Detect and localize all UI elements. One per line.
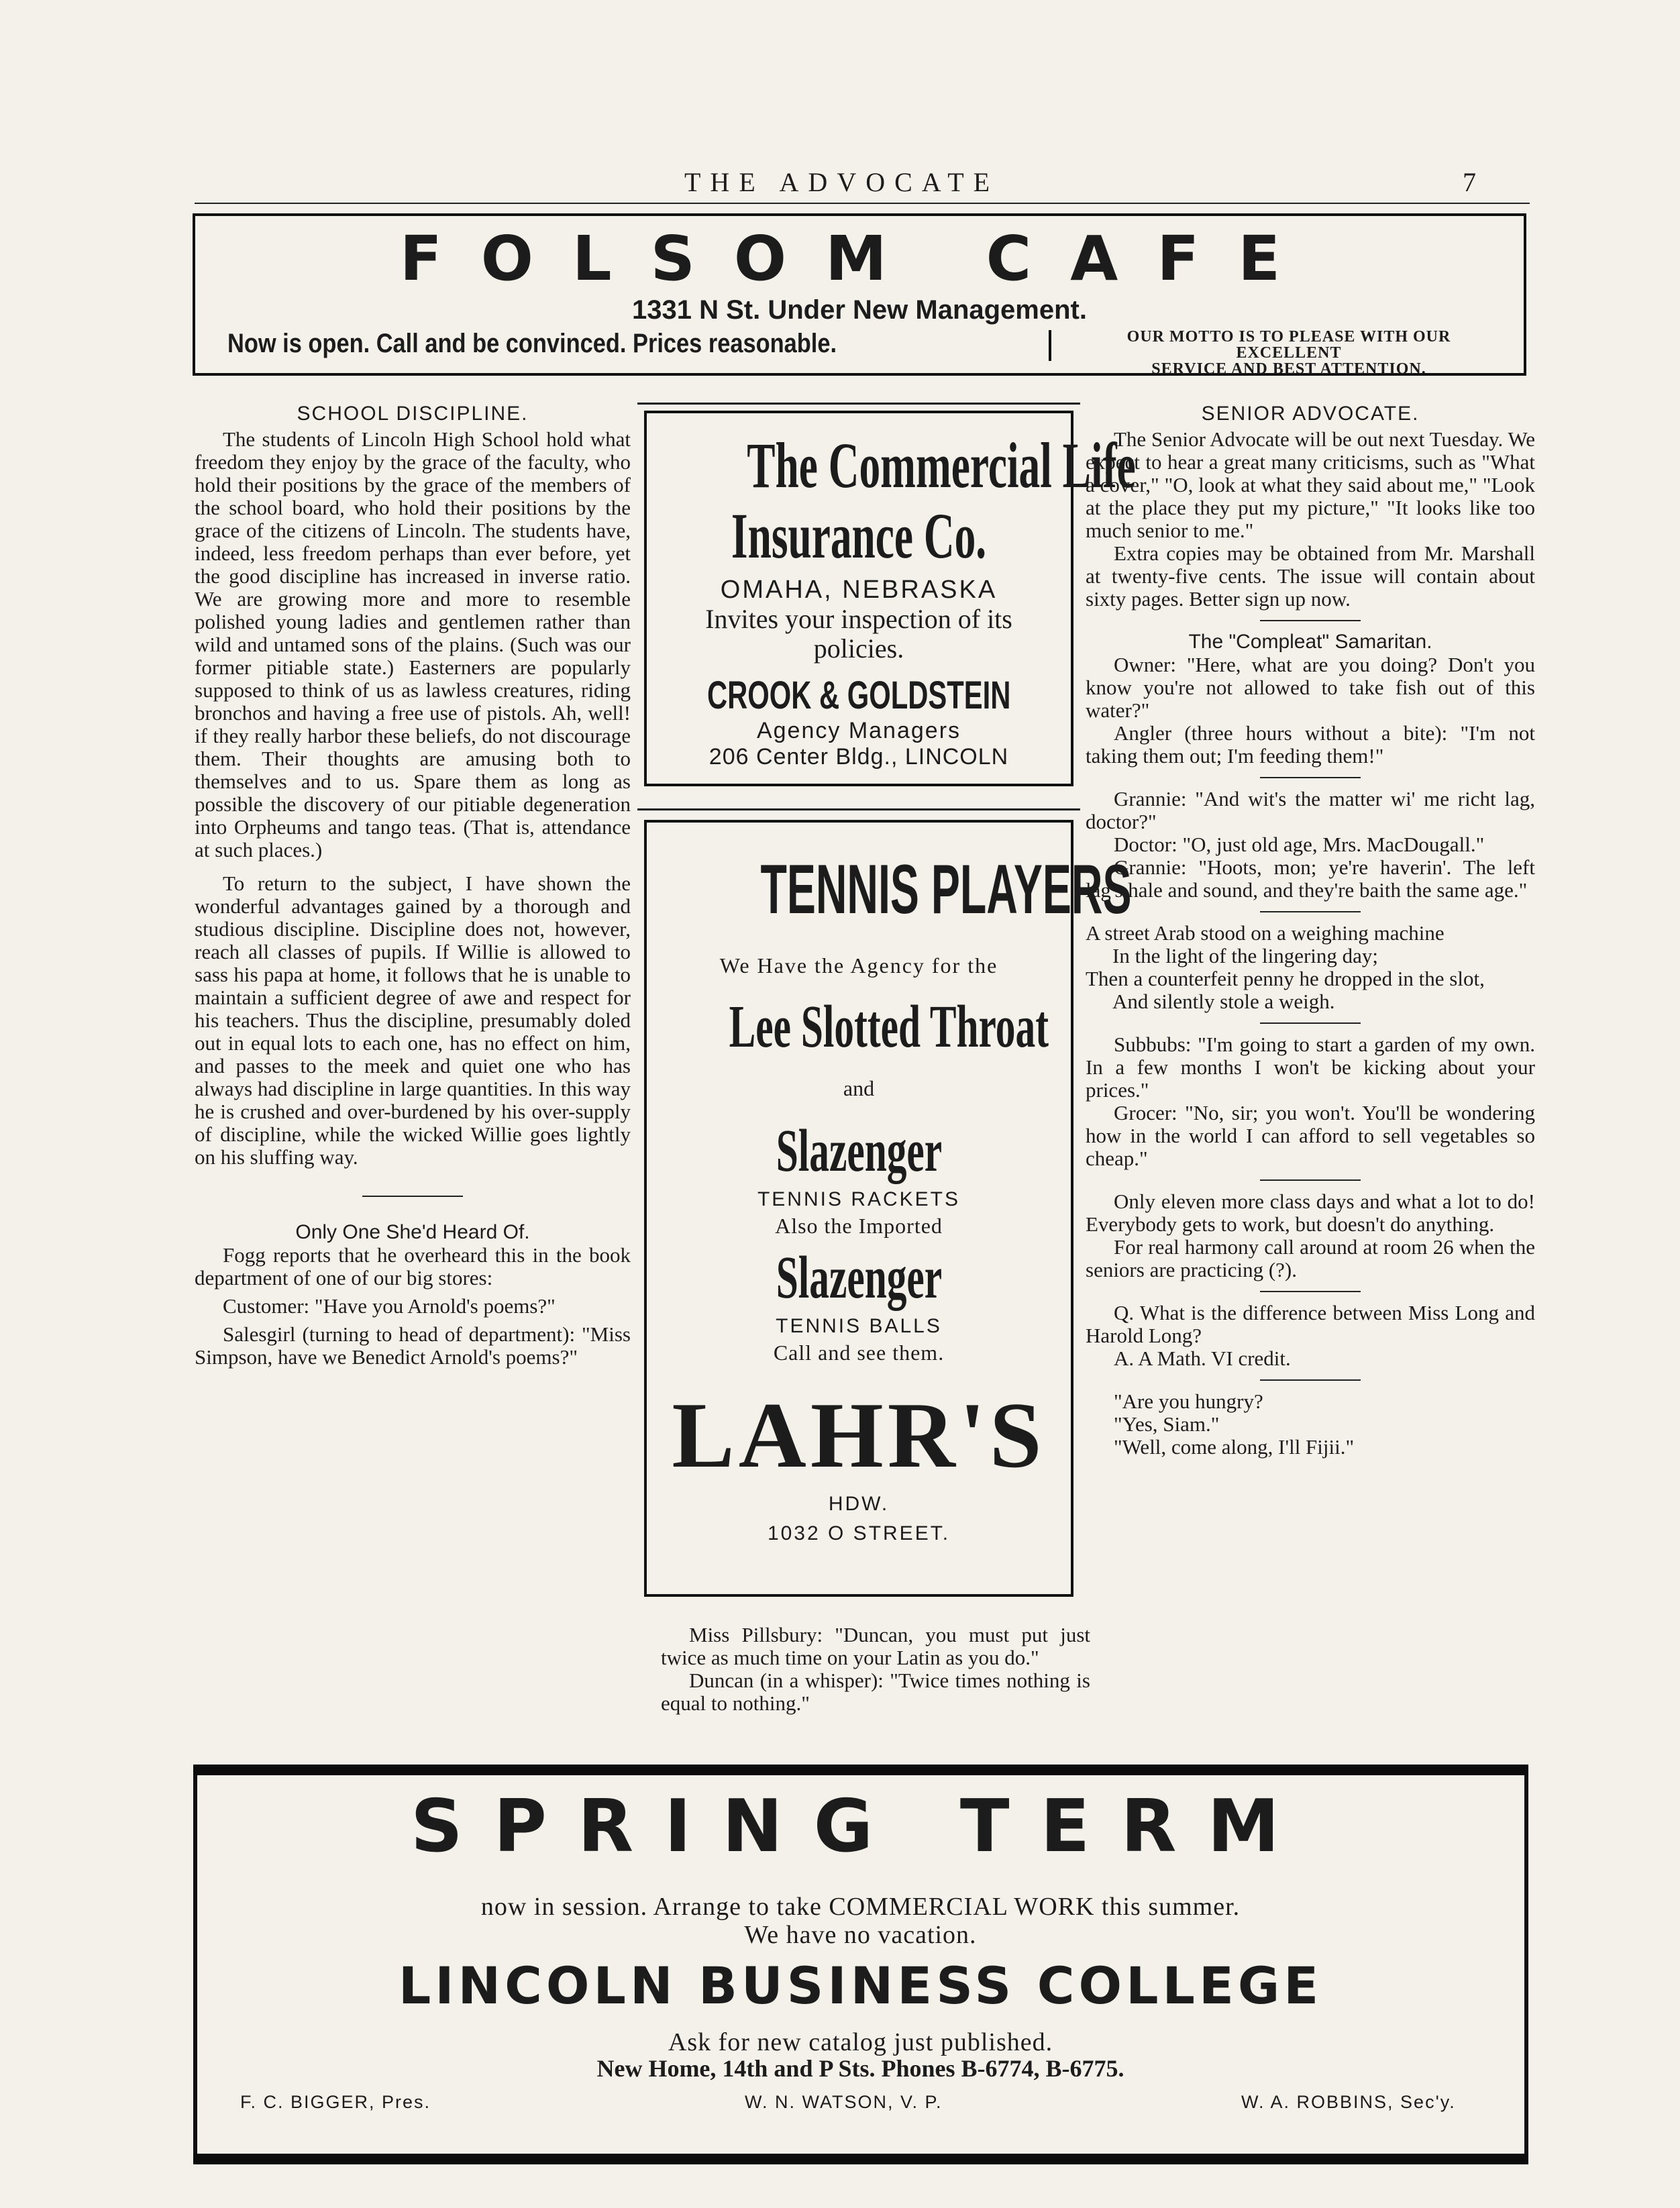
grannie-paragraph-2: Doctor: "O, just old age, Mrs. MacDougall." <box>1114 833 1485 856</box>
subbubs-paragraph-1: Subbubs: "I'm going to start a garden of my own. In a few months I won't be kicking about your prices." <box>1086 1033 1535 1102</box>
middle-bottom-text <box>661 1624 1090 1715</box>
spring-term-title: SPRING TERM <box>411 1785 1310 1869</box>
spring-line-1: now in session. Arrange to take COMMERCIAL WORK this summer. <box>480 1893 1241 1921</box>
officer-vice-president: W. N. WATSON, V. P. <box>745 2092 943 2112</box>
life-ad-invite: Invites your inspection of its policies. <box>705 604 1012 664</box>
hungry-line-1: "Are you hungry? <box>1114 1389 1263 1413</box>
tennis-ad-lee: Lee Slotted Throat <box>729 994 1049 1060</box>
folsom-cafe-ad <box>193 213 1526 376</box>
school-discipline-paragraph-2: To return to the subject, I have shown the wonderful advantages gained by a thorough and studious discipline. Discipline does not, however, reach all classes of pupils. If Willie is allowed to sass his papa at home, it follows that he is unable to maintain a sufficient degree of awe and respect for his teachers. Thus the discipline, presumably doled out in equal lots to each one, has no effect on him, and passes to the meek and quiet one who has always had discipline in large quantities. In this way he is crushed and over-burdened by his over-supply of discipline, while the wicked Willie goes lightly on his sluffing way. <box>195 872 631 1169</box>
tennis-ad-call: Call and see them. <box>773 1340 945 1365</box>
senior-advocate-paragraph-2: Extra copies may be obtained from Mr. Marshall at twenty-five cents. The issue will contain about sixty pages. Better sign up now. <box>1086 541 1535 611</box>
divider <box>1260 1379 1361 1381</box>
spring-ad-top-bar <box>193 1765 1528 1775</box>
answer-paragraph: A. A Math. VI credit. <box>1114 1347 1291 1370</box>
samaritan-title: The "Compleat" Samaritan. <box>1188 631 1432 653</box>
tennis-ad-imported: Also the Imported <box>775 1214 943 1238</box>
grannie-paragraph-3: Grannie: "Hoots, mon; ye're haverin'. The left lag's hale and sound, and they're baith the same age." <box>1086 855 1535 902</box>
cafe-motto-line-2: SERVICE AND BEST ATTENTION. <box>1151 360 1426 378</box>
hungry-line-2: "Yes, Siam." <box>1114 1412 1220 1436</box>
right-column <box>1086 403 1535 1459</box>
tennis-ad-slazenger-2: Slazenger <box>776 1245 942 1311</box>
divider <box>1260 911 1361 912</box>
only-one-title: Only One She'd Heard Of. <box>295 1221 530 1243</box>
cafe-address: 1331 N St. Under New Management. <box>632 295 1087 325</box>
duncan-paragraph: Duncan (in a whisper): "Twice times nothing is equal to nothing." <box>661 1669 1090 1715</box>
commercial-life-ad <box>644 411 1136 786</box>
life-ad-city: OMAHA, NEBRASKA <box>720 576 998 604</box>
pillsbury-paragraph: Miss Pillsbury: "Duncan, you must put just twice as much time on your Latin as you do." <box>661 1623 1090 1669</box>
tennis-ad-street: 1032 O STREET. <box>767 1522 951 1544</box>
divider <box>1260 1291 1361 1292</box>
header-rule <box>195 203 1530 204</box>
spring-home-address: New Home, 14th and P Sts. Phones B-6774, B-6775. <box>596 2055 1124 2082</box>
school-discipline-paragraph-1: The students of Lincoln High School hold what freedom they enjoy by the grace of the faculty, who hold their positions by the grace of the members of the school board, who hold their positions by the grace of the citizens of Lincoln. The students have, indeed, less freedom perhaps than ever before, yet the good discipline has increased in inverse ratio. We are growing more and more to resemble polished young ladies and gentlemen rather than wild and untamed sons of the plains. (Such was our former pitiable state.) Easterners are popularly supposed to think of us as lawless creatures, riding bronchos and having a free use of pistols. Ah, well! if they really harbor these beliefs, do not discourage them. Their thoughts are amusing both to themselves and to us. Spare them as long as possible the discovery of our pitiable degeneration into Orpheums and tango teas. (That is, attendance at such places.) <box>195 427 631 861</box>
left-column <box>195 403 631 1369</box>
samaritan-paragraph-2: Angler (three hours without a bite): "I'm not taking them out; I'm feeding them!" <box>1086 721 1535 768</box>
page-number: 7 <box>1463 167 1476 197</box>
class-days-paragraph-2: For real harmony call around at room 26 when the seniors are practicing (?). <box>1086 1235 1535 1281</box>
cafe-separator <box>1049 330 1051 361</box>
life-ad-agency: CROOK & GOLDSTEIN <box>706 674 1011 717</box>
poem-line-2: In the light of the lingering day; <box>1112 944 1379 967</box>
lincoln-business-college: LINCOLN BUSINESS COLLEGE <box>398 1956 1323 2015</box>
poem-line-1: A street Arab stood on a weighing machine <box>1086 921 1445 945</box>
subbubs-paragraph-2: Grocer: "No, sir; you won't. You'll be wondering how in the world I can afford to sell vegetables so cheap." <box>1086 1101 1535 1170</box>
tennis-ad-rackets: TENNIS RACKETS <box>757 1188 961 1210</box>
divider <box>1260 1022 1361 1024</box>
school-discipline-title: SCHOOL DISCIPLINE. <box>297 403 529 425</box>
life-ad-managers: Agency Managers <box>756 718 961 743</box>
spring-line-2: We have no vacation. <box>744 1921 977 1949</box>
tennis-ad-balls: TENNIS BALLS <box>776 1315 942 1337</box>
officer-secretary: W. A. ROBBINS, Sec'y. <box>1241 2092 1456 2112</box>
only-one-paragraph-3: Salesgirl (turning to head of department): "Miss Simpson, have we Benedict Arnold's poems?" <box>195 1322 631 1369</box>
page-header-title: THE ADVOCATE <box>684 167 1000 197</box>
officer-president: F. C. BIGGER, Pres. <box>240 2092 431 2112</box>
cafe-motto <box>1074 329 1504 377</box>
divider <box>1260 1179 1361 1181</box>
question-paragraph: Q. What is the difference between Miss Long and Harold Long? <box>1086 1301 1535 1347</box>
tennis-ad-and: and <box>843 1076 875 1100</box>
divider <box>1260 620 1361 621</box>
tennis-ad-title: TENNIS PLAYERS <box>760 851 1132 929</box>
life-ad-line-2: Insurance Co. <box>731 500 987 572</box>
cafe-motto-line-1: OUR MOTTO IS TO PLEASE WITH OUR EXCELLENT <box>1126 328 1451 362</box>
spring-catalog: Ask for new catalog just published. <box>668 2028 1053 2056</box>
poem-line-3: Then a counterfeit penny he dropped in the slot, <box>1086 967 1485 990</box>
grannie-paragraph-1: Grannie: "And wit's the matter wi' me richt lag, doctor?" <box>1086 787 1535 833</box>
only-one-paragraph-2: Customer: "Have you Arnold's poems?" <box>223 1294 556 1318</box>
divider <box>1260 777 1361 778</box>
only-one-paragraph-1: Fogg reports that he overheard this in the book department of one of our big stores: <box>195 1243 631 1290</box>
tennis-ad-lahrs: LAHR'S <box>672 1383 1046 1487</box>
class-days-paragraph-1: Only eleven more class days and what a lot to do! Everybody gets to work, but doesn't do anything. <box>1086 1190 1535 1236</box>
tennis-ad-agency: We Have the Agency for the <box>719 953 998 978</box>
divider <box>362 1196 463 1197</box>
life-ad-address: 206 Center Bldg., LINCOLN <box>708 744 1009 770</box>
cafe-title: FOLSOM CAFE <box>399 223 1320 295</box>
tennis-players-ad <box>644 820 1132 1597</box>
senior-advocate-paragraph-1: The Senior Advocate will be out next Tuesday. We expect to hear a great many criticisms, such as "What a cover," "O, look at what they said about me," "Look at the place they put my picture," "It looks like too much senior to me." <box>1086 427 1535 542</box>
hungry-line-3: "Well, come along, I'll Fijii." <box>1114 1435 1355 1459</box>
senior-advocate-title: SENIOR ADVOCATE. <box>1201 403 1420 425</box>
spring-ad-bottom-bar <box>193 2154 1528 2164</box>
tennis-ad-slazenger-1: Slazenger <box>776 1118 942 1184</box>
life-ad-line-1: The Commercial Life <box>747 429 1136 501</box>
tennis-ad-hdw: HDW. <box>828 1493 890 1515</box>
cafe-open-text: Now is open. Call and be convinced. Prices reasonable. <box>227 329 837 358</box>
samaritan-paragraph-1: Owner: "Here, what are you doing? Don't you know you're not allowed to take fish out of this water?" <box>1086 653 1535 722</box>
poem-line-4: And silently stole a weigh. <box>1112 990 1335 1013</box>
